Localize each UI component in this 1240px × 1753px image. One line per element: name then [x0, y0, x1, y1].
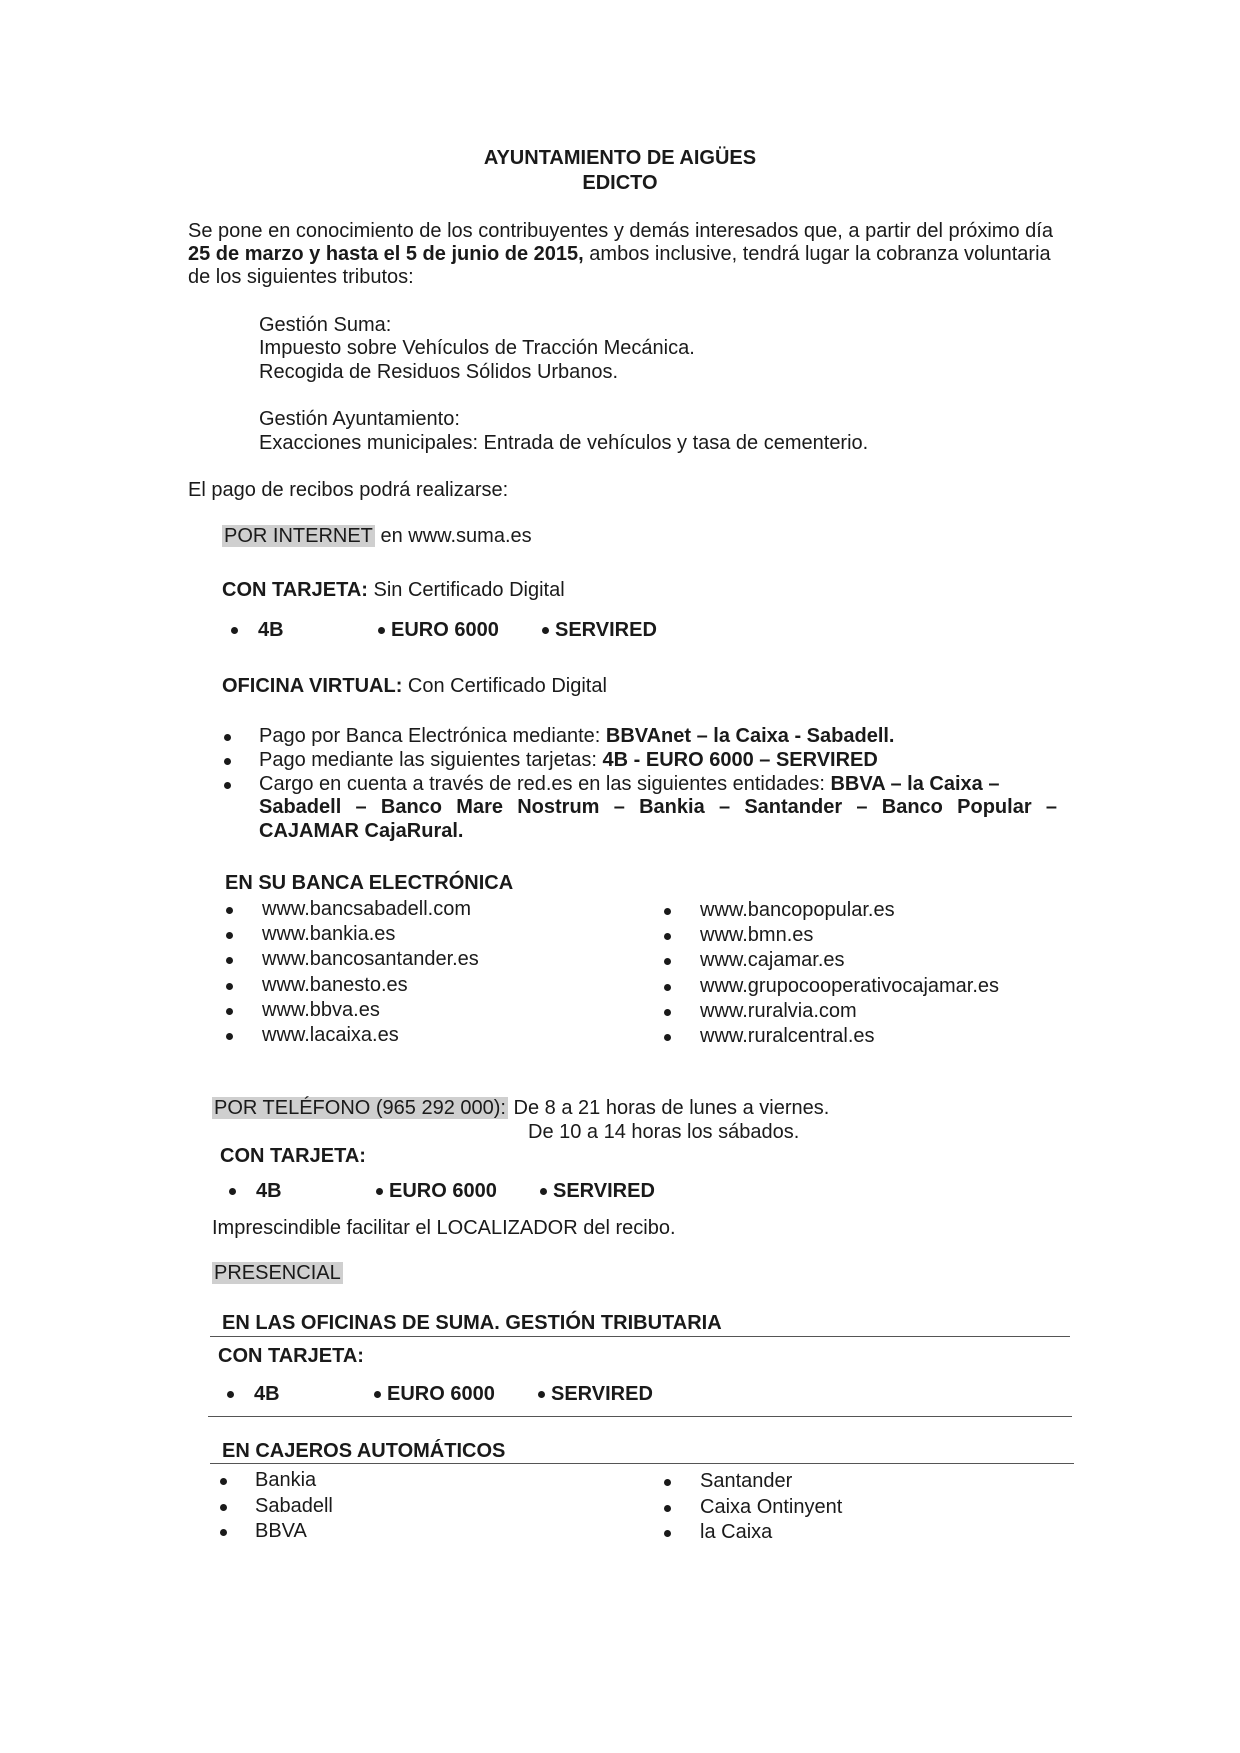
- cajero-bank: Sabadell: [255, 1494, 333, 1517]
- presencial-line: [212, 1262, 343, 1286]
- bullet: [374, 1391, 381, 1398]
- presencial-tarjeta-label: CON TARJETA:: [218, 1345, 364, 1367]
- suma-item-2: Recogida de Residuos Sólidos Urbanos.: [259, 361, 619, 383]
- card-4b-presencial: [254, 1383, 280, 1407]
- bank-website: www.bankia.es: [262, 923, 396, 946]
- intro-dates: 25 de marzo y hasta el 5 de junio de 2015,: [188, 243, 584, 265]
- document-title: AYUNTAMIENTO DE AIGÜES: [483, 147, 757, 169]
- document-subtitle: EDICTO: [582, 172, 658, 194]
- oficina-bullet-3-line-2: Sabadell – Banco Mare Nostrum – Bankia – Santander – Banco Popular –: [259, 796, 1057, 818]
- por-internet-label: POR INTERNET: [224, 525, 373, 547]
- bullet: [664, 1034, 671, 1041]
- card-label: SERVIRED: [553, 1180, 655, 1202]
- card-label: SERVIRED: [551, 1383, 653, 1405]
- card-servired-presencial: [538, 1383, 653, 1407]
- telefono-line: [212, 1097, 829, 1121]
- divider: [210, 1463, 1074, 1464]
- bullet: [664, 1009, 671, 1016]
- intro-text-2: ambos inclusive, tendrá lugar la cobranza voluntaria: [583, 243, 1051, 265]
- bullet: [226, 1008, 233, 1015]
- intro-line-1: [188, 220, 1053, 244]
- card-label: EURO 6000: [391, 619, 499, 641]
- gestion-suma-heading: Gestión Suma:: [259, 314, 392, 336]
- bank-website: www.banesto.es: [262, 973, 408, 996]
- divider: [210, 1336, 1070, 1337]
- oficina-bullet-1: [259, 725, 895, 749]
- bullet: [664, 1530, 671, 1537]
- oficina-bullet-2: [259, 749, 878, 773]
- telefono-hours-1: De 8 a 21 horas de lunes a viernes.: [507, 1097, 830, 1119]
- bullet: [226, 957, 233, 964]
- pago-intro: El pago de recibos podrá realizarse:: [188, 479, 509, 501]
- con-tarjeta-label: CON TARJETA:: [222, 579, 368, 601]
- card-label: SERVIRED: [555, 619, 657, 641]
- divider: [208, 1416, 1072, 1417]
- card-label: EURO 6000: [387, 1383, 495, 1405]
- bank-website: www.bancosantander.es: [262, 948, 479, 971]
- bullet: [664, 908, 671, 915]
- bank-website: www.grupocooperativocajamar.es: [700, 974, 1000, 997]
- cajero-bank: Caixa Ontinyent: [700, 1495, 843, 1518]
- oficinas-heading: EN LAS OFICINAS DE SUMA. GESTIÓN TRIBUTARIA: [222, 1312, 722, 1334]
- bank-website: www.bancopopular.es: [700, 899, 895, 921]
- bullet: [226, 1033, 233, 1040]
- bullet: [226, 983, 233, 990]
- bank-website: www.lacaixa.es: [262, 1024, 399, 1046]
- bullet: [542, 627, 549, 634]
- bullet-bold: BBVA – la Caixa –: [830, 773, 1000, 795]
- ayuntamiento-item-1: Exacciones municipales: Entrada de vehículos y tasa de cementerio.: [259, 432, 869, 454]
- telefono-hours-2: De 10 a 14 horas los sábados.: [528, 1121, 800, 1143]
- bullet: [664, 933, 671, 940]
- telefono-tarjeta-label: CON TARJETA:: [220, 1145, 366, 1167]
- bullet: [664, 984, 671, 991]
- internet-url: en www.suma.es: [374, 525, 532, 547]
- bullet: [540, 1188, 547, 1195]
- card-label: 4B: [258, 619, 284, 641]
- card-euro6000-internet: [378, 619, 499, 643]
- bank-website: www.bmn.es: [700, 924, 814, 947]
- bullet: [538, 1391, 545, 1398]
- card-4b-internet: [258, 619, 284, 643]
- oficina-bullet-3-line-1: [259, 773, 999, 797]
- cajeros-heading: EN CAJEROS AUTOMÁTICOS: [222, 1440, 506, 1462]
- internet-tarjeta-line: [222, 579, 565, 603]
- card-label: 4B: [256, 1180, 282, 1202]
- oficina-virtual-label: OFICINA VIRTUAL:: [222, 675, 403, 697]
- cajero-bank: la Caixa: [700, 1521, 773, 1543]
- oficina-virtual-line: [222, 675, 607, 699]
- bank-website: www.ruralcentral.es: [700, 1025, 875, 1047]
- bullet: [226, 907, 233, 914]
- bullet: [220, 1504, 227, 1511]
- bank-website: www.bbva.es: [262, 998, 380, 1021]
- card-servired-telefono: [540, 1180, 655, 1204]
- bullet-text: Pago por Banca Electrónica mediante:: [259, 725, 606, 747]
- card-label: EURO 6000: [389, 1180, 497, 1202]
- localizador-note: Imprescindible facilitar el LOCALIZADOR del recibo.: [212, 1217, 676, 1239]
- cajero-bank: BBVA: [255, 1520, 307, 1542]
- presencial-label: PRESENCIAL: [214, 1262, 341, 1284]
- bank-website: www.bancsabadell.com: [262, 898, 471, 920]
- bullet: [224, 734, 231, 741]
- bank-website: www.ruralvia.com: [700, 999, 857, 1022]
- bullet: [224, 782, 231, 789]
- card-euro6000-presencial: [374, 1383, 495, 1407]
- por-telefono-label: POR TELÉFONO (965 292 000):: [214, 1097, 506, 1119]
- intro-line-3: de los siguientes tributos:: [188, 266, 414, 288]
- internet-line: [222, 525, 532, 549]
- bullet: [220, 1529, 227, 1536]
- card-4b-telefono: [256, 1180, 282, 1204]
- bullet-text: Pago mediante las siguientes tarjetas:: [259, 749, 603, 771]
- bullet-bold: 4B - EURO 6000 – SERVIRED: [602, 749, 878, 771]
- suma-item-1: Impuesto sobre Vehículos de Tracción Mecánica.: [259, 337, 695, 359]
- bullet: [229, 1188, 236, 1195]
- bank-website: www.cajamar.es: [700, 949, 845, 972]
- bullet: [664, 1479, 671, 1486]
- bullet: [231, 627, 238, 634]
- card-servired-internet: [542, 619, 657, 643]
- bullet: [664, 958, 671, 965]
- con-certificado-text: Con Certificado Digital: [402, 675, 607, 697]
- cajero-bank: Bankia: [255, 1469, 317, 1491]
- bullet-bold: BBVAnet – la Caixa - Sabadell.: [605, 725, 895, 747]
- intro-line-2: [188, 243, 1051, 267]
- bullet: [220, 1478, 227, 1485]
- gestion-ayuntamiento-heading: Gestión Ayuntamiento:: [259, 408, 460, 430]
- bullet-text: Cargo en cuenta a través de red.es en las siguientes entidades:: [259, 773, 831, 795]
- intro-text-1: Se pone en conocimiento de los contribuyentes y demás interesados que, a partir del próximo día: [188, 220, 1053, 242]
- bullet: [664, 1505, 671, 1512]
- cajero-bank: Santander: [700, 1470, 793, 1492]
- oficina-bullet-3-line-3: CAJAMAR CajaRural.: [259, 820, 464, 842]
- card-label: 4B: [254, 1383, 280, 1405]
- bullet: [226, 932, 233, 939]
- bullet: [224, 758, 231, 765]
- banca-heading: EN SU BANCA ELECTRÓNICA: [225, 872, 514, 894]
- sin-certificado-text: Sin Certificado Digital: [367, 579, 565, 601]
- bullet: [376, 1188, 383, 1195]
- card-euro6000-telefono: [376, 1180, 497, 1204]
- bullet: [378, 627, 385, 634]
- bullet: [227, 1391, 234, 1398]
